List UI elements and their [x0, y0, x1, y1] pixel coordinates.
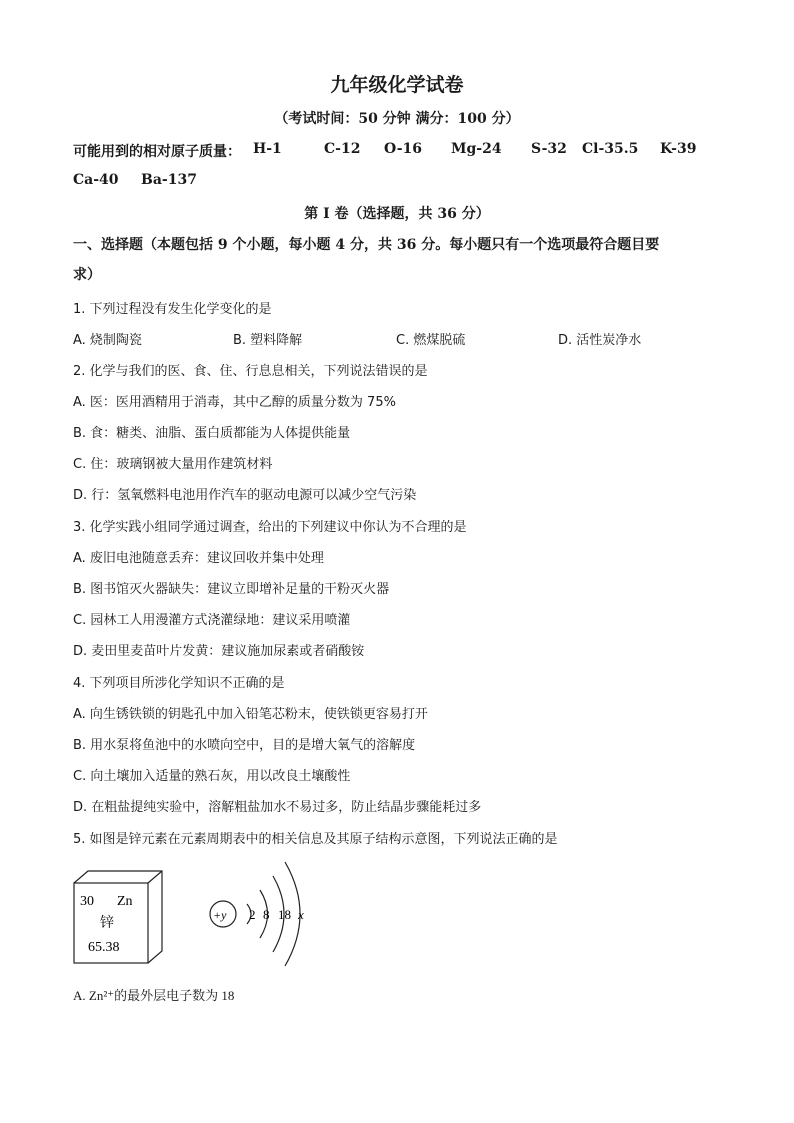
option-d: D. 行：氢氧燃料电池用作汽车的驱动电源可以减少空气污染: [73, 488, 417, 503]
option-b: B. 食：糖类、油脂、蛋白质都能为人体提供能量: [73, 426, 351, 441]
option-a: A. 烧制陶瓷: [73, 333, 142, 348]
nucleus-charge: +y: [213, 908, 227, 922]
option-d: D. 在粗盐提纯实验中，溶解粗盐加水不易过多，防止结晶步骤能耗过多: [73, 800, 482, 815]
option-b: B. 用水泵将鱼池中的水喷向空中，目的是增大氧气的溶解度: [73, 738, 416, 753]
shell-electrons: 8: [263, 907, 270, 922]
option-d: D. 活性炭净水: [558, 333, 642, 348]
atomic-mass: 65.38: [88, 940, 120, 955]
option-c: C. 燃煤脱硫: [396, 333, 466, 348]
page-title: 九年级化学试卷: [330, 74, 464, 96]
option-c: C. 向土壤加入适量的熟石灰，用以改良土壤酸性: [73, 769, 351, 784]
option-b: B. 图书馆灭火器缺失：建议立即增补足量的干粉灭火器: [73, 582, 390, 597]
shell-electrons: 18: [278, 907, 291, 922]
section-instructions: 一、选择题（本题包括 9 个小题，每小题 4 分，共 36 分。每小题只有一个选项最符合题目要: [73, 237, 660, 253]
question-4-stem: 4. 下列项目所涉化学知识不正确的是: [73, 676, 285, 691]
exam-info: （考试时间：50 分钟 满分：100 分）: [274, 111, 520, 127]
question-2-stem: 2. 化学与我们的医、食、住、行息息相关，下列说法错误的是: [73, 364, 428, 379]
element-cell-diagram: [70, 865, 166, 965]
element-symbol: Zn: [117, 894, 133, 909]
mass-item: S-32: [531, 141, 567, 157]
option-c: C. 住：玻璃钢被大量用作建筑材料: [73, 457, 273, 472]
atomic-number: 30: [80, 894, 94, 909]
option-a: A. Zn²⁺的最外层电子数为 18: [73, 988, 235, 1003]
option-a: A. 废旧电池随意丢弃：建议回收并集中处理: [73, 551, 324, 566]
mass-item: Ba-137: [141, 172, 197, 188]
question-5-stem: 5. 如图是锌元素在元素周期表中的相关信息及其原子结构示意图，下列说法正确的是: [73, 832, 558, 847]
option-a: A. 向生锈铁锁的钥匙孔中加入铅笔芯粉末，使铁锁更容易打开: [73, 707, 428, 722]
option-a: A. 医：医用酒精用于消毒，其中乙醇的质量分数为 75%: [73, 395, 396, 410]
element-name: 锌: [100, 916, 114, 931]
option-b: B. 塑料降解: [233, 333, 303, 348]
mass-item: K-39: [660, 141, 697, 157]
shell-electrons: 2: [249, 907, 256, 922]
section-instructions-cont: 求）: [73, 267, 101, 283]
mass-item: C-12: [324, 141, 361, 157]
question-1-stem: 1. 下列过程没有发生化学变化的是: [73, 302, 272, 317]
mass-item: Mg-24: [451, 141, 502, 157]
option-c: C. 园林工人用漫灌方式浇灌绿地：建议采用喷灌: [73, 613, 351, 628]
mass-item: H-1: [253, 141, 282, 157]
atomic-structure-diagram: [205, 860, 315, 968]
mass-item: Cl-35.5: [582, 141, 639, 157]
mass-item: O-16: [384, 141, 423, 157]
option-d: D. 麦田里麦苗叶片发黄：建议施加尿素或者硝酸铵: [73, 644, 365, 659]
mass-item: Ca-40: [73, 172, 119, 188]
shell-electrons: x: [298, 907, 304, 922]
section-title: 第 I 卷（选择题，共 36 分）: [304, 206, 490, 222]
question-3-stem: 3. 化学实践小组同学通过调查，给出的下列建议中你认为不合理的是: [73, 520, 467, 535]
atomic-masses-label: 可能用到的相对原子质量：: [73, 144, 241, 160]
